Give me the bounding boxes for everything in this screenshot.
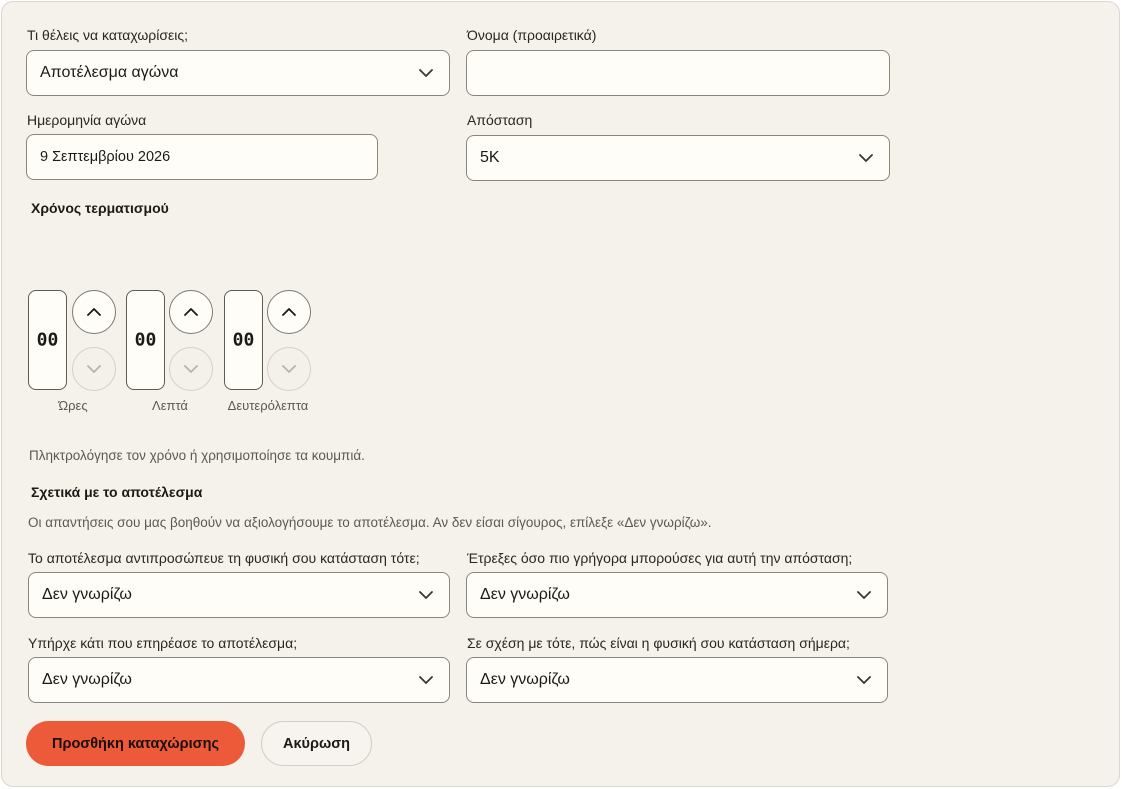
entry-type-select[interactable] bbox=[26, 50, 450, 96]
hours-increment-button[interactable] bbox=[72, 290, 116, 334]
cancel-button[interactable]: Ακύρωση bbox=[261, 721, 372, 766]
add-entry-button[interactable]: Προσθήκη καταχώρισης bbox=[26, 721, 245, 766]
chevron-up-icon bbox=[282, 308, 296, 316]
seconds-input[interactable] bbox=[224, 290, 263, 390]
distance-label: Απόσταση bbox=[467, 112, 533, 128]
hours-value: 00 bbox=[36, 329, 59, 351]
chevron-down-icon bbox=[87, 365, 101, 373]
race-date-input[interactable] bbox=[26, 134, 378, 180]
chevron-down-icon bbox=[857, 591, 871, 599]
chevron-down-icon bbox=[419, 69, 433, 77]
seconds-unit-label: Δευτερόλεπτα bbox=[227, 398, 309, 413]
chevron-up-icon bbox=[184, 308, 198, 316]
question-4-value: Δεν γνωρίζω bbox=[480, 671, 570, 688]
question-1-value: Δεν γνωρίζω bbox=[42, 586, 132, 603]
question-2-value: Δεν γνωρίζω bbox=[480, 586, 570, 603]
entry-type-label: Τι θέλεις να καταχωρίσεις; bbox=[27, 27, 188, 43]
question-3-value: Δεν γνωρίζω bbox=[42, 671, 132, 688]
question-3-select[interactable] bbox=[28, 657, 450, 703]
finish-time-hint: Πληκτρολόγησε τον χρόνο ή χρησιμοποίησε τα κουμπιά. bbox=[29, 448, 365, 463]
name-input[interactable] bbox=[466, 50, 890, 96]
minutes-input[interactable] bbox=[126, 290, 165, 390]
race-entry-form bbox=[1, 1, 1120, 787]
distance-select[interactable] bbox=[466, 135, 890, 181]
chevron-down-icon bbox=[857, 676, 871, 684]
hours-decrement-button[interactable] bbox=[72, 347, 116, 391]
minutes-decrement-button[interactable] bbox=[169, 347, 213, 391]
question-4-select[interactable] bbox=[466, 657, 888, 703]
chevron-down-icon bbox=[419, 676, 433, 684]
question-1-select[interactable] bbox=[28, 572, 450, 618]
chevron-down-icon bbox=[184, 365, 198, 373]
question-3-label: Υπήρχε κάτι που επηρέασε το αποτέλεσμα; bbox=[28, 635, 298, 651]
minutes-increment-button[interactable] bbox=[169, 290, 213, 334]
about-result-description: Οι απαντήσεις σου μας βοηθούν να αξιολογήσουμε το αποτέλεσμα. Αν δεν είσαι σίγουρος, επίλεξε «Δεν γνωρίζω». bbox=[28, 515, 712, 530]
race-date-value: 9 Σεπτεμβρίου 2026 bbox=[40, 149, 171, 165]
hours-input[interactable] bbox=[28, 290, 67, 390]
seconds-decrement-button[interactable] bbox=[267, 347, 311, 391]
minutes-value: 00 bbox=[134, 329, 157, 351]
hours-unit-label: Ώρες bbox=[58, 398, 88, 413]
about-result-heading: Σχετικά με το αποτέλεσμα bbox=[31, 484, 203, 500]
name-label: Όνομα (προαιρετικά) bbox=[467, 27, 597, 43]
chevron-up-icon bbox=[87, 308, 101, 316]
seconds-value: 00 bbox=[232, 329, 255, 351]
question-2-label: Έτρεξες όσο πιο γρήγορα μπορούσες για αυτή την απόσταση; bbox=[467, 550, 853, 566]
chevron-down-icon bbox=[282, 365, 296, 373]
question-2-select[interactable] bbox=[466, 572, 888, 618]
entry-type-value: Αποτέλεσμα αγώνα bbox=[40, 64, 179, 81]
minutes-unit-label: Λεπτά bbox=[152, 398, 188, 413]
finish-time-heading: Χρόνος τερματισμού bbox=[31, 200, 169, 216]
question-1-label: Το αποτέλεσμα αντιπροσώπευε τη φυσική σου κατάσταση τότε; bbox=[28, 550, 420, 566]
seconds-increment-button[interactable] bbox=[267, 290, 311, 334]
distance-value: 5K bbox=[480, 149, 500, 166]
race-date-label: Ημερομηνία αγώνα bbox=[27, 112, 147, 128]
chevron-down-icon bbox=[859, 154, 873, 162]
chevron-down-icon bbox=[419, 591, 433, 599]
question-4-label: Σε σχέση με τότε, πώς είναι η φυσική σου κατάσταση σήμερα; bbox=[467, 635, 850, 651]
